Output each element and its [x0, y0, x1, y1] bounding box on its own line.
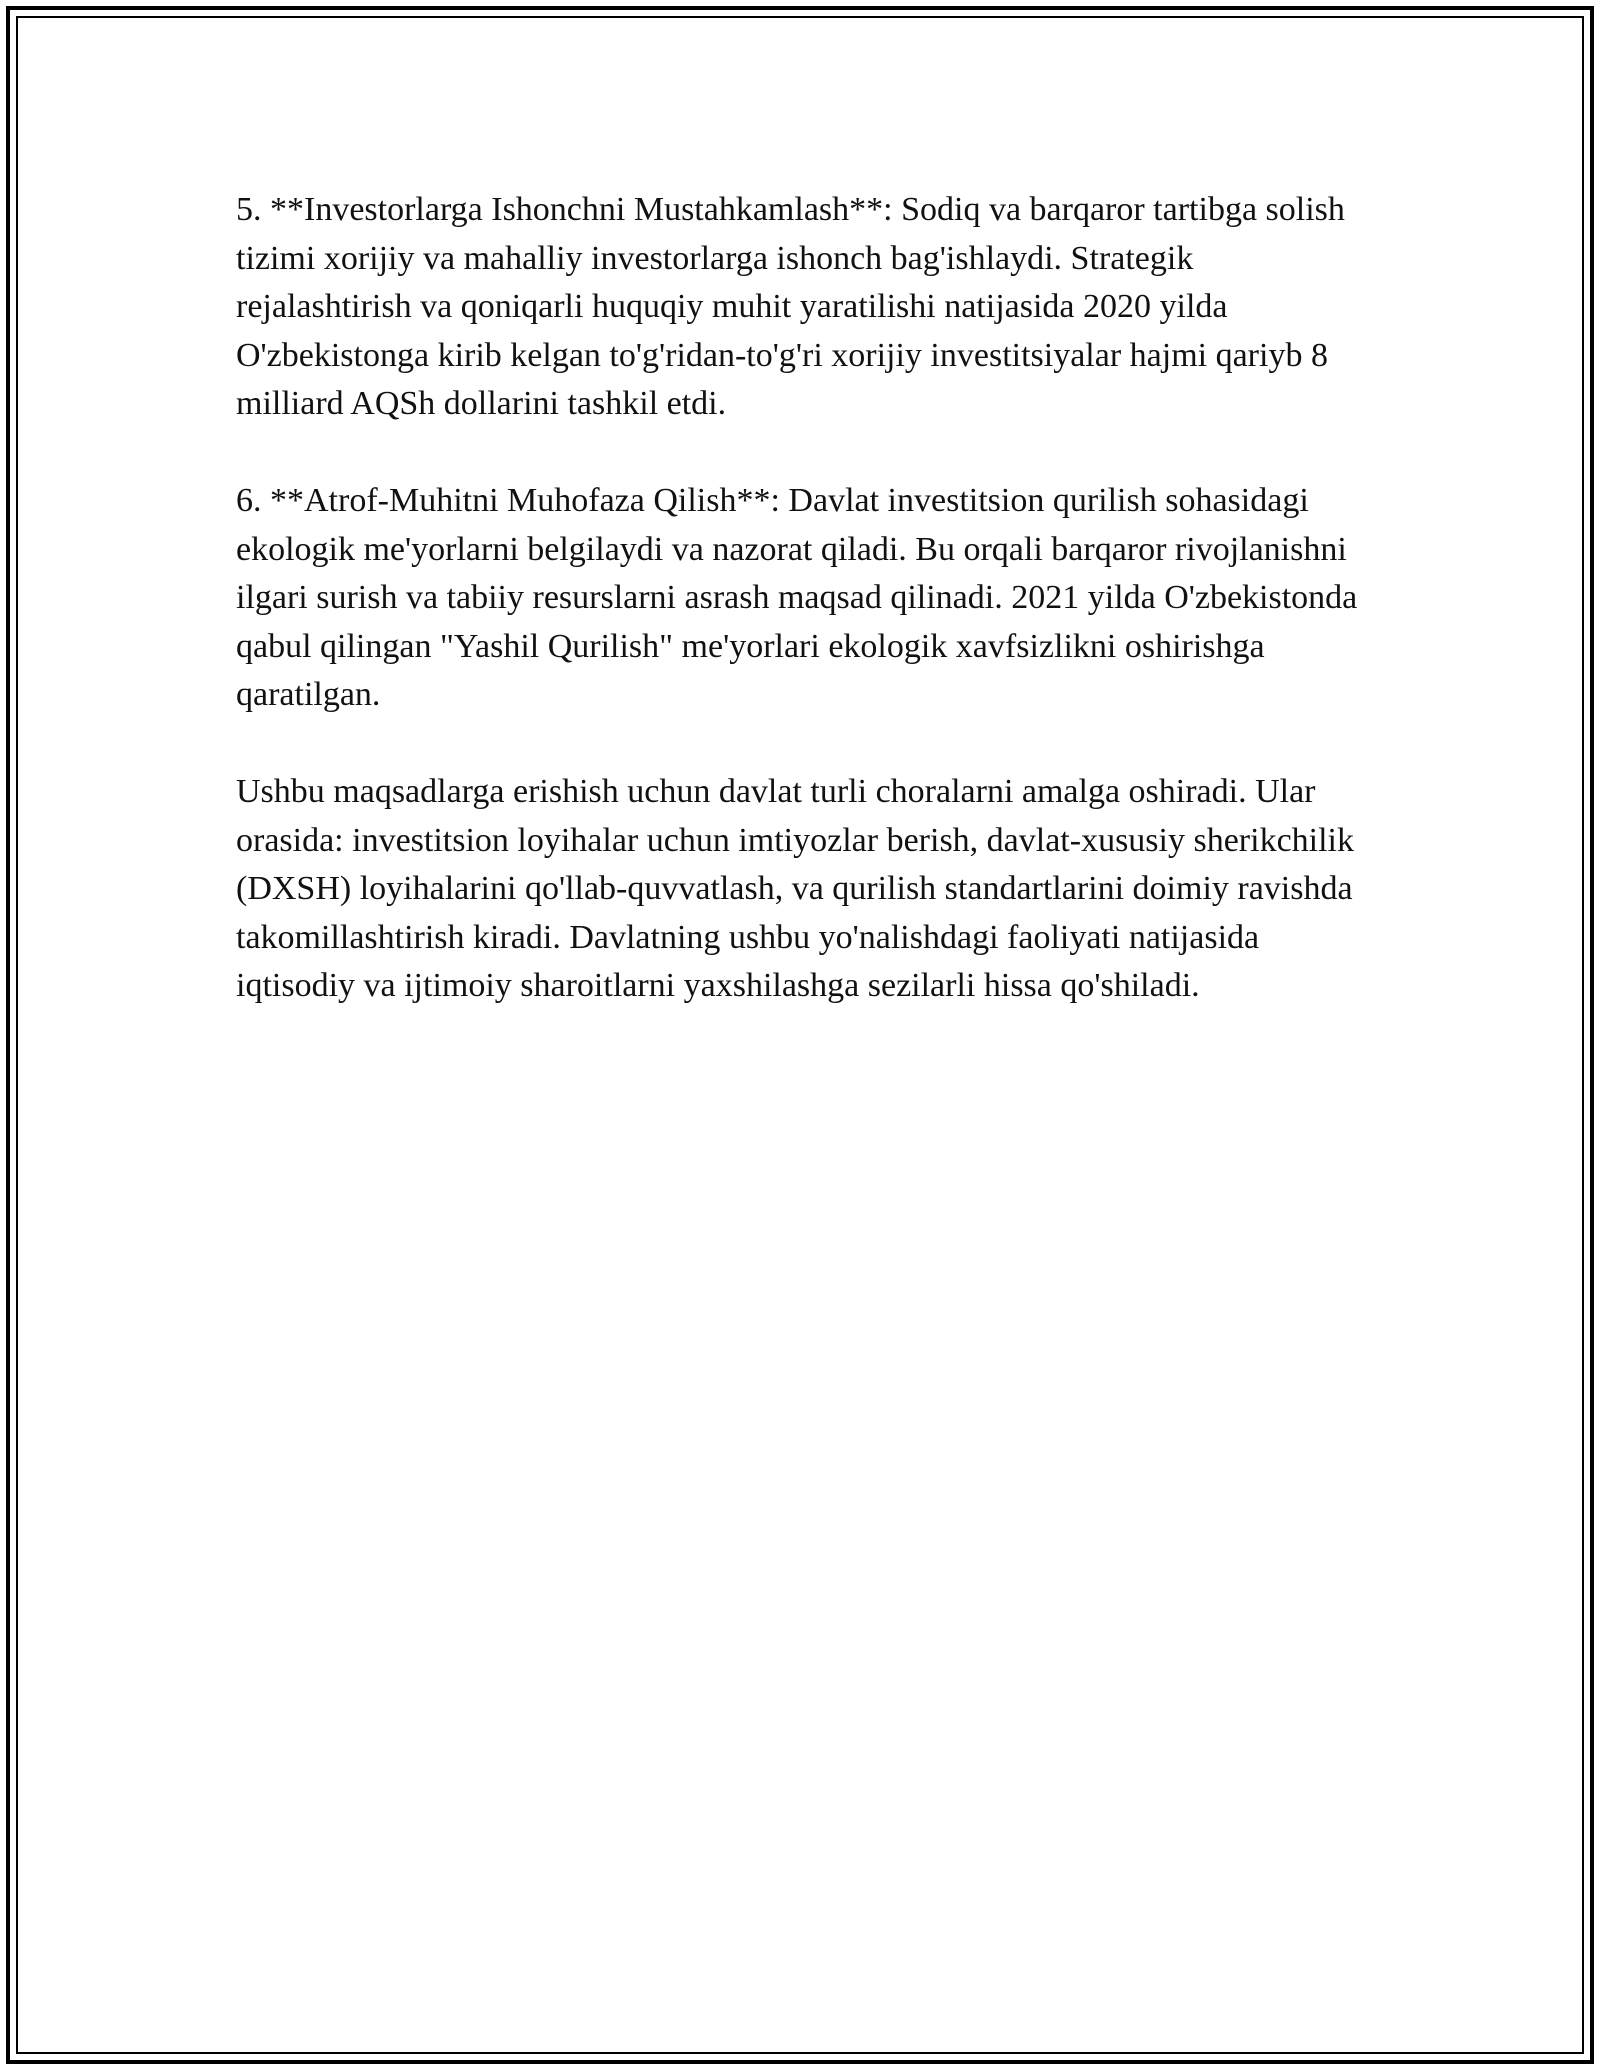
- paragraph-environmental-protection: 6. **Atrof-Muhitni Muhofaza Qilish**: Davlat investitsion qurilish sohasidagi ekologik me'yorlarni belgilaydi va nazorat qiladi. Bu orqali barqaror rivojlanishni ilgari surish va tabiiy resurslarni asrash maqsad qilinadi. 2021 yilda O'zbekistonda qabul qilingan "Yashil Qurilish" me'yorlari ekologik xavfsizlikni oshirishga qaratilgan.: [236, 482, 1358, 713]
- paragraph-investor-confidence: 5. **Investorlarga Ishonchni Mustahkamlash**: Sodiq va barqaror tartibga solish tizimi xorijiy va mahalliy investorlarga ishonch bag'ishlaydi. Strategik rejalashtirish va qoniqarli huquqiy muhit yaratilishi natijasida 2020 yilda O'zbekistonga kirib kelgan to'g'ridan-to'g'ri xorijiy investitsiyalar hajmi qariyb 8 milliard AQSh dollarini tashkil etdi.: [236, 191, 1345, 422]
- paragraph-state-measures: Ushbu maqsadlarga erishish uchun davlat turli choralarni amalga oshiradi. Ular orasida: investitsion loyihalar uchun imtiyozlar berish, davlat-xususiy sherikchilik (DXSH) loyihalarini qo'llab-quvvatlash, va qurilish standartlarini doimiy ravishda takomillashtirish kiradi. Davlatning ushbu yo'nalishdagi faoliyati natijasida iqtisodiy va ijtimoiy sharoitlarni yaxshilashga sezilarli hissa qo'shiladi.: [236, 773, 1354, 1004]
- document-body: [236, 186, 1376, 1059]
